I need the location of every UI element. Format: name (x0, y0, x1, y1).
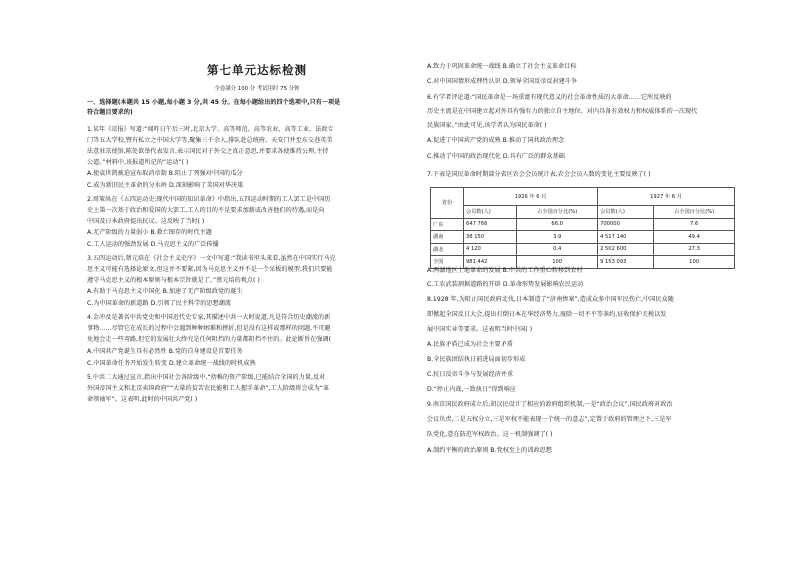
question-1-options: A.使袁世凯被迫宣布取消帝制 B.阻止了列强对中国的瓜分 (87, 170, 243, 177)
question-9-line: 队党化,意在防范军权政治。这一机制强调了( ) (427, 431, 553, 438)
question-6-line: 6.有学者评论道:“国民革命是一场重富有现代意义的社会革命性质的大革命……它所反映的 (427, 94, 672, 101)
province-cell: 广东 (431, 218, 464, 231)
question-6-line: 民族国家。”由此可见,该学者认为国民革命( ) (427, 122, 547, 129)
question-8-option: A.民族矛盾已成为社会主要矛盾 (427, 341, 513, 348)
page-title: 第七单元达标检测 (207, 63, 307, 77)
members-cell: 4 120 (464, 243, 517, 256)
question-9-line: 9.南京国民政府成立后,胡汉民设计了相应的政府组织机制,一是“政治会议”,国民政府对政治 (427, 401, 673, 408)
share-cell: 100 (517, 256, 598, 269)
question-8-line: 8.1928 年,为阻止国民政府北伐,日本制造了“济南惨案”,造成众多中国军民伤亡,中国民众随 (427, 296, 674, 303)
question-5-line: 外国帝国主义和北京卖国政府”“大量的贫苦农民能和工人握手革命”,工人阶级将会成为“革 (87, 385, 330, 392)
table-header-row (431, 188, 735, 206)
question-3-options: C.为中国革命的新道路 D.引领了民主科学的思想潮流 (87, 300, 232, 307)
question-2-line: 2.周策纵在《五四运动史:现代中国的知识革命》中指出,五四运动时期的工人罢工是中国历 (87, 196, 331, 203)
members-cell: 9 153 093 (598, 256, 654, 269)
question-7-line: 7.下表是国民革命时期部分省区农会会员统计表,农会会员人数的变化主要反映了( ) (427, 171, 651, 178)
table-row (431, 243, 735, 256)
question-9-line: 会议负责,二是五权分立,三是军权不能表现一个统一的意志”,定置于政府的管理之下,三是军 (427, 416, 672, 423)
share-col-header: 占全国百分比(%) (654, 206, 735, 219)
question-5-line: 命领袖军”。这表明,此时的中国共产党( ) (87, 396, 198, 403)
question-2-options: C.工人运动的强劲发展 D.马克思主义的广泛传播 (87, 241, 219, 248)
members-cell: 4 517 140 (598, 231, 654, 244)
question-4-options: C.中国革命任务开始发生转变 D.建立革命统一战线的时机成熟 (87, 360, 256, 367)
question-2-line: 中国及日本政府提出抗议。这反映了当时( ) (87, 218, 205, 225)
question-6-line: 历史主流是在中国建立起对外具有强有力的独立自主地位、对内具备有效权力和权威体系的一次现代 (427, 108, 698, 115)
share-cell: 100 (654, 256, 735, 269)
question-4-options: A.中国共产党诞生具有必然性 B.党的自身建设是首要任务 (87, 348, 243, 355)
province-header: 省份 (431, 188, 464, 219)
question-8-option: D.“停止内战,一致执日”得到响应 (427, 386, 516, 393)
province-cell: 湖南 (431, 231, 464, 244)
share-cell: 3.9 (517, 231, 598, 244)
members-col-header: 会员数(人) (464, 206, 517, 219)
question-9-options: A.制约平衡的政治原则 B.党权至上的训政思想 (427, 447, 552, 454)
question-4-line: 免地会走一些弯路,但它的发展壮大终究是任何阻挡的力量都阻挡不住的。此论断旨在强调( (87, 336, 332, 343)
table-row (431, 218, 735, 231)
question-4-line: 4.金冲及是著名中共党史和中国近代史专家,其描述中共一大时说道,凡是符合历史潮流的新 (87, 314, 331, 321)
question-1-line: 1.某年《京报》写道:“闻昨日午后三时,北京大学、高等师范、高等农业、高等工业、法政专 (87, 126, 334, 133)
question-1-line: 法意驻京使馆,陈处欲举代表发言,表示国民对于外交之真正意思,并要求各使维持公理,主持 (87, 148, 329, 155)
year2-header: 1927 年 6 月 (598, 188, 735, 206)
question-5-line: 5.中共二大通过宣言,指出中国社会各阶级中,“幼稚的资产阶级,已能结合全国的力量,反对 (87, 374, 326, 381)
question-8-option: C.抗日反帝斗争与发展经济并重 (427, 371, 514, 378)
question-5-options: C.对中国国情形成理性认识 D.领导全国反帝反封建斗争 (427, 78, 578, 85)
year1-header: 1926 年 6 月 (464, 188, 598, 206)
exam-info: 全卷满分 100 分 考试用时 75 分钟 (214, 86, 300, 92)
table-row (431, 231, 735, 244)
province-cell: 湖北 (431, 243, 464, 256)
share-cell: 27.3 (654, 243, 735, 256)
question-3-line: 思主义可能有选择论原文,但这并不要紧,因为马克思主义并不是一个呆板的模型,我们只要能 (87, 266, 333, 273)
section-heading-cont: 符合题目要求的) (87, 109, 133, 116)
share-cell: 49.4 (654, 231, 735, 244)
members-cell: 700000 (598, 218, 654, 231)
question-3-options: A.有助于马克思主义中国化 B.加速了无产阶级政党的诞生 (87, 288, 243, 295)
table-subheader-row (431, 206, 735, 219)
question-1-line: 公道。”材料中,该报道所记的“运动”( ) (87, 159, 189, 166)
members-cell: 38 150 (464, 231, 517, 244)
question-4-line: 事物……尽管它在成长的过程中会遇到种种困难和挫折,但是没有这样或那样的问题,不可避 (87, 325, 331, 332)
members-cell: 2 502 600 (598, 243, 654, 256)
question-8-option: B.全民族团结执日前进局面初步形成 (427, 356, 526, 363)
question-6-options: A.促进了中国共产党的成熟 B.推动了国共政治理念 (427, 137, 565, 144)
question-3-line: 遵守马克思主义的根本原则与根本宗旨就是了。”蔡元培的观点( ) (87, 277, 260, 284)
share-cell: 7.6 (654, 218, 735, 231)
question-2-options: A.无产阶级的力量弱小 B.救亡图存的时代主题 (87, 229, 212, 236)
section-heading: 一、选择题(本题共 15 小题,每小题 3 分,共 45 分。在每小题给出的四个选项中,只有一项是 (87, 99, 341, 106)
question-7-options: A.两湖地区土地革命的发展 B.中共的工作重心转移到农村 (427, 267, 583, 274)
question-8-line: 即掀起全国反日大会,提出打倒日本在华经济势力,废除一切不平等条约,征收保护关税以发 (427, 311, 667, 318)
province-cell: 全国 (431, 256, 464, 269)
question-3-line: 3.五四运动后,蔡元培在《社会主义史序》一文中写道:“我读书里头来看,虽然在中国实行马克 (87, 255, 336, 262)
question-1-options: C.成为新旧民主革命的分水岭 D.深刻影响了美国对华决策 (87, 182, 244, 189)
question-8-line: 展中国实业等要求。这表明当时中国( ) (427, 326, 533, 333)
question-6-options: C.推动了中国的政治现代化 D.具有广泛的群众基础 (427, 153, 565, 160)
members-cell: 647 766 (464, 218, 517, 231)
question-1-line: 门等五大学校,暨有私立之中国大学等,聚集三千余人,排队赴总统府、天安门并至东交巷英美 (87, 137, 333, 144)
question-7-options: C.工农武装割据道路的开辟 D.革命形势发展影响农民运动 (427, 281, 584, 288)
members-cell: 981 442 (464, 256, 517, 269)
share-cell: 0.4 (517, 243, 598, 256)
share-col-header: 占全国百分比(%) (517, 206, 598, 219)
question-5-options: A.致力于巩固革命统一战线 B.确立了社会主义革命目标 (427, 63, 577, 70)
share-cell: 66.0 (517, 218, 598, 231)
peasant-association-table (430, 187, 735, 269)
question-2-line: 史上第一次基于政治和爱国的大罢工,工人的目的不是要求加薪或改善他们的待遇,而是向 (87, 207, 325, 214)
members-col-header: 会员数(人) (598, 206, 654, 219)
